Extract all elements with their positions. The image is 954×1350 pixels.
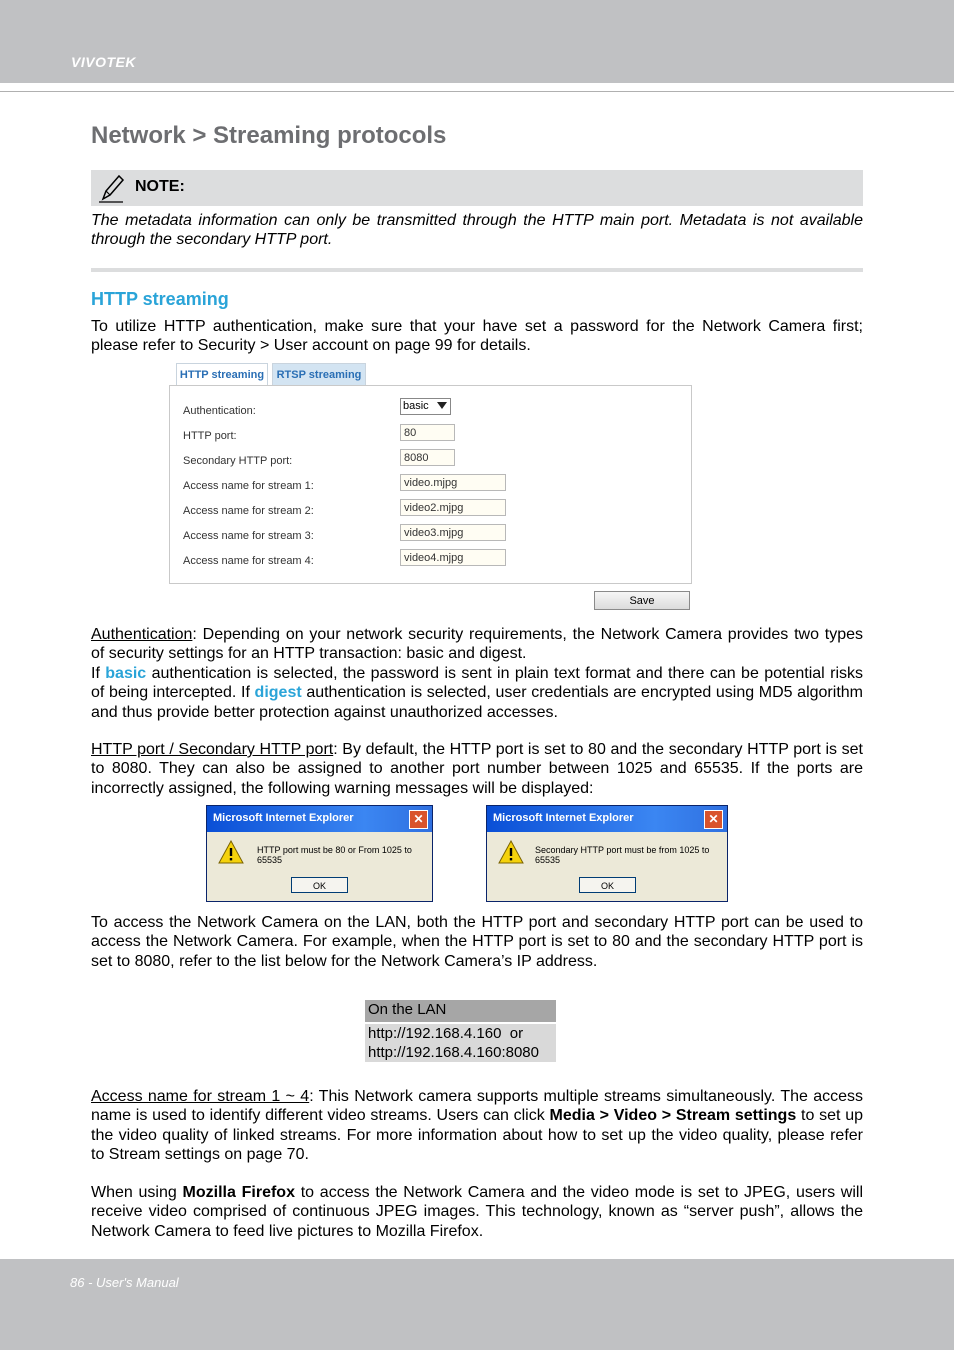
brand-label: VIVOTEK: [71, 54, 136, 70]
warning-icon: [498, 840, 524, 864]
firefox-name: Mozilla Firefox: [182, 1184, 295, 1201]
dialog-title: Microsoft Internet Explorer: [213, 812, 354, 824]
header-divider: [0, 91, 954, 92]
http-port-input[interactable]: 80: [400, 424, 455, 441]
dialog-message: Secondary HTTP port must be from 1025 to 65535: [535, 845, 710, 865]
stream1-input[interactable]: video.mjpg: [400, 474, 506, 491]
ok-button[interactable]: OK: [579, 877, 636, 893]
dialog-titlebar: [487, 806, 727, 832]
stream4-label: Access name for stream 4:: [183, 555, 314, 567]
close-icon[interactable]: ✕: [704, 810, 723, 829]
access-name-desc: : This Network camera supports multiple streams simultaneously. The access name is used to identify different video streams. Users can click: [91, 1088, 864, 1125]
lan-paragraph: To access the Network Camera on the LAN, both the HTTP port and secondary HTTP port can be used to access the Network Camera. For example, when the HTTP port is set to 80 and the secondary HTTP port is set to 8080, refer to the list below for the Network Camera’s IP address.: [91, 914, 863, 970]
tab-rtsp-streaming[interactable]: RTSP streaming: [272, 363, 366, 386]
note-label: NOTE:: [135, 178, 185, 195]
menu-path: Media > Video > Stream settings: [549, 1107, 797, 1125]
warning-dialog-http-port: [206, 805, 433, 902]
secondary-http-port-input[interactable]: 8080: [400, 449, 455, 466]
ok-button[interactable]: OK: [291, 877, 348, 893]
page-title: Network > Streaming protocols: [91, 122, 447, 149]
access-name-desc-2: to set up the video quality of linked streams. For more information about how to set up the video quality, please refer to Stream settings on page 70.: [91, 1107, 864, 1164]
dialog-title: Microsoft Internet Explorer: [493, 812, 634, 824]
access-name-paragraph: [91, 1087, 863, 1165]
access-name-term: Access name for stream 1 ~ 4: [91, 1088, 310, 1105]
firefox-desc: to access the Network Camera and the video mode is set to JPEG, users will receive video comprised of continuous JPEG images. This technology, known as “server push”, allows the Network Camera to feed live pictures to Mozilla Firefox.: [91, 1184, 864, 1240]
lan-table-body: [365, 1024, 556, 1062]
http-port-term: HTTP port / Secondary HTTP port: [91, 741, 334, 758]
secondary-http-port-label: Secondary HTTP port:: [183, 455, 293, 467]
authentication-select[interactable]: [400, 398, 451, 415]
firefox-lead: When using: [91, 1184, 177, 1201]
lan-table-header: On the LAN: [365, 1000, 556, 1022]
page-number: 86 - User's Manual: [70, 1275, 179, 1290]
if-word: If: [91, 664, 100, 682]
tab-http-streaming[interactable]: HTTP streaming: [176, 363, 268, 386]
basic-keyword: basic: [105, 664, 147, 682]
digest-desc: authentication is selected, user credentials are encrypted using MD5 algorithm and thus provide better protection against unauthorized accesses.: [91, 684, 863, 721]
lan-url-2: http://192.168.4.160:8080: [368, 1044, 539, 1061]
warning-dialog-secondary-port: [486, 805, 728, 902]
pencil-icon: [97, 173, 125, 203]
page-header: [0, 0, 954, 83]
dialog-titlebar: [207, 806, 432, 832]
firefox-paragraph: [91, 1183, 863, 1241]
stream2-input[interactable]: video2.mjpg: [400, 499, 506, 516]
lan-url-1: http://192.168.4.160 or: [368, 1025, 524, 1042]
authentication-label: Authentication:: [183, 405, 256, 417]
authentication-desc: : Depending on your network security requirements, the Network Camera provides two types of security settings for an HTTP transaction: basic and digest.: [91, 626, 863, 663]
note-text: The metadata information can only be transmitted through the HTTP main port. Metadata is not available through the secondary HTTP port.: [91, 212, 863, 248]
stream3-label: Access name for stream 3:: [183, 530, 314, 542]
http-port-paragraph: [91, 740, 863, 798]
intro-paragraph: To utilize HTTP authentication, make sure that your have set a password for the Network Camera first; please refer to Security > User account on page 99 for details.: [91, 318, 863, 355]
section-divider: [91, 268, 863, 272]
note-bar: [91, 170, 863, 206]
stream3-input[interactable]: video3.mjpg: [400, 524, 506, 541]
close-icon[interactable]: ✕: [409, 810, 428, 829]
stream1-label: Access name for stream 1:: [183, 480, 314, 492]
basic-desc: authentication is selected, the password is sent in plain text format and there can be potential risks of being intercepted. If: [91, 664, 863, 702]
http-port-desc: : By default, the HTTP port is set to 80 and the secondary HTTP port is set to 8080. They can also be assigned to another port number between 1025 and 65535. If the ports are incorrectly assigned, the following warning messages will be displayed:: [91, 741, 863, 797]
stream2-label: Access name for stream 2:: [183, 505, 314, 517]
digest-keyword: digest: [254, 684, 302, 702]
authentication-term: Authentication: [91, 626, 193, 643]
chevron-down-icon: [437, 402, 447, 409]
warning-icon: [218, 840, 244, 864]
stream4-input[interactable]: video4.mjpg: [400, 549, 506, 566]
authentication-paragraph: [91, 625, 863, 722]
dialog-message: HTTP port must be 80 or From 1025 to 65535: [257, 845, 412, 865]
page-footer: [0, 1259, 954, 1350]
http-port-label: HTTP port:: [183, 430, 237, 442]
save-button[interactable]: Save: [594, 591, 690, 610]
section-heading: HTTP streaming: [91, 289, 229, 309]
authentication-value: basic: [403, 400, 429, 412]
